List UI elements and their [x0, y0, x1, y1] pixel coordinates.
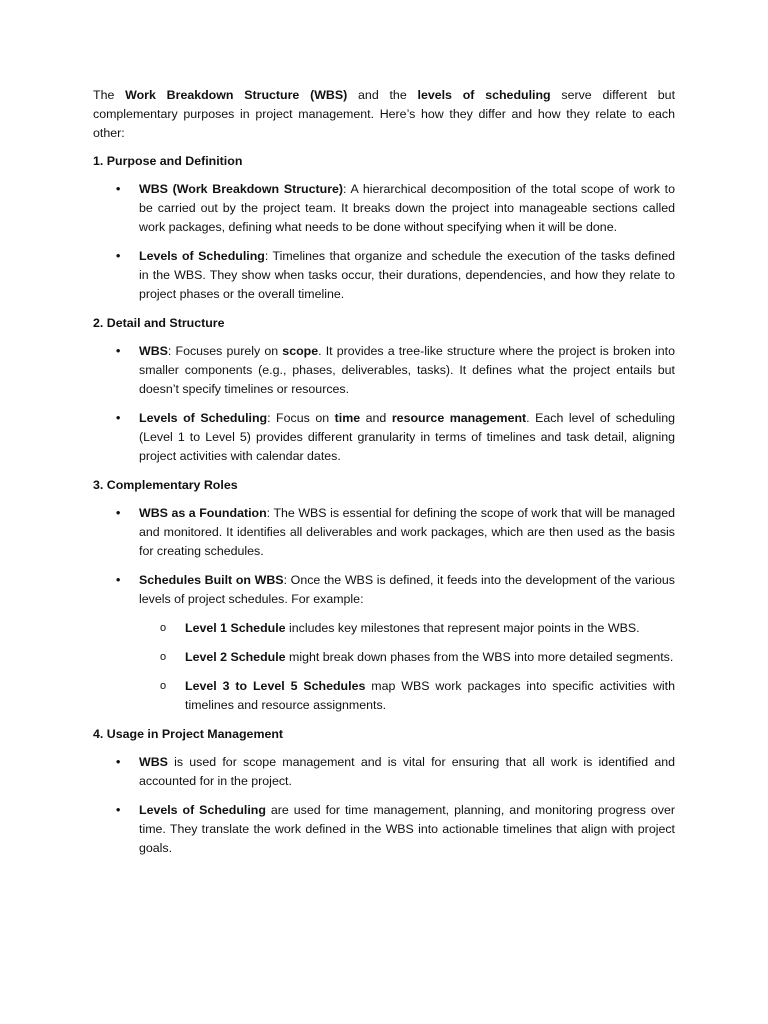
section-heading: 1. Purpose and Definition	[93, 154, 243, 168]
circle-bullet-icon: o	[160, 622, 167, 634]
item-text: includes key milestones that represent major points in the WBS.	[285, 621, 640, 635]
sub-bullet-list	[139, 619, 675, 715]
list-item	[93, 247, 675, 304]
item-text: might break down phases from the WBS into more detailed segments.	[285, 650, 674, 664]
intro-text: The	[93, 88, 126, 102]
document-page	[93, 86, 675, 868]
bullet-list	[93, 753, 675, 858]
list-item	[93, 571, 675, 715]
bullet-icon: •	[116, 803, 121, 817]
item-text: map WBS work packages into specific activities with timelines and resource assignments.	[185, 679, 675, 712]
item-text: : A hierarchical decomposition of the total scope of work to be carried out by the project team. It breaks down the project into manageable sections called work packages, defining what needs to be done without specifying when it will be done.	[139, 182, 675, 234]
item-text: are used for time management, planning, and monitoring progress over time. They translate the work defined in the WBS into actionable timelines that align with project goals.	[139, 803, 675, 855]
intro-paragraph	[93, 86, 675, 143]
item-term: Levels of Scheduling	[139, 249, 265, 263]
item-term: Levels of Scheduling	[139, 803, 266, 817]
sub-list-item	[139, 619, 675, 638]
item-term: Level 3 to Level 5 Schedules	[185, 679, 366, 693]
list-item	[93, 753, 675, 791]
intro-text: serve different but complementary purposes in project management. Here’s how they differ and how they relate to each other:	[93, 88, 676, 140]
bullet-list	[93, 342, 675, 466]
item-term: Level 2 Schedule	[185, 650, 286, 664]
bullet-icon: •	[116, 506, 121, 520]
item-term: Schedules Built on WBS	[139, 573, 284, 587]
sub-list-item	[139, 648, 675, 667]
bullet-icon: •	[116, 344, 121, 358]
item-text: : The WBS is essential for defining the scope of work that will be managed and monitored. It identifies all deliverables and work packages, which are then used as the basis for creating schedules.	[139, 506, 675, 558]
section-heading: 4. Usage in Project Management	[93, 727, 284, 741]
intro-text: and the	[347, 88, 418, 102]
item-term: scope	[282, 344, 319, 358]
bullet-icon: •	[116, 573, 121, 587]
bullet-icon: •	[116, 182, 121, 196]
item-text: is used for scope management and is vital for ensuring that all work is identified and accounted for in the project.	[139, 755, 675, 788]
list-item	[93, 342, 675, 399]
item-text: : Once the WBS is defined, it feeds into the development of the various levels of project schedules. For example:	[139, 573, 675, 606]
item-term: resource management	[391, 411, 527, 425]
section-heading: 3. Complementary Roles	[93, 478, 238, 492]
item-term: Level 1 Schedule	[185, 621, 286, 635]
sub-list-item	[139, 677, 675, 715]
section-complementary-roles	[93, 476, 675, 715]
list-item	[93, 504, 675, 561]
section-usage	[93, 725, 675, 858]
bullet-icon: •	[116, 755, 121, 769]
item-term: time	[334, 411, 361, 425]
list-item	[93, 409, 675, 466]
list-item	[93, 801, 675, 858]
item-text: : Focus on	[267, 411, 335, 425]
bullet-icon: •	[116, 411, 121, 425]
item-text: : Focuses purely on	[167, 344, 283, 358]
item-term: WBS (Work Breakdown Structure)	[139, 182, 344, 196]
item-text: : Timelines that organize and schedule the execution of the tasks defined in the WBS. They show when tasks occur, their durations, dependencies, and how they relate to project phases or the overall timeline.	[139, 249, 675, 301]
intro-bold-levels: levels of scheduling	[417, 88, 551, 102]
section-detail-structure	[93, 314, 675, 466]
item-text: . Each level of scheduling (Level 1 to Level 5) provides different granularity in terms of timelines and task detail, aligning project activities with calendar dates.	[139, 411, 676, 463]
list-item	[93, 180, 675, 237]
intro-bold-wbs: Work Breakdown Structure (WBS)	[125, 88, 348, 102]
section-heading: 2. Detail and Structure	[93, 316, 225, 330]
circle-bullet-icon: o	[160, 651, 167, 663]
bullet-icon: •	[116, 249, 121, 263]
item-term: WBS as a Foundation	[139, 506, 267, 520]
item-text: . It provides a tree-like structure where the project is broken into smaller components (e.g., phases, deliverables, tasks). It defines what the project entails but doesn’t specify timelines or resources.	[139, 344, 675, 396]
bullet-list	[93, 180, 675, 304]
item-term: Levels of Scheduling	[139, 411, 268, 425]
circle-bullet-icon: o	[160, 680, 167, 692]
bullet-list	[93, 504, 675, 715]
item-text: and	[360, 411, 392, 425]
item-term: WBS	[139, 755, 168, 769]
section-purpose-definition	[93, 152, 675, 304]
item-term: WBS	[139, 344, 168, 358]
